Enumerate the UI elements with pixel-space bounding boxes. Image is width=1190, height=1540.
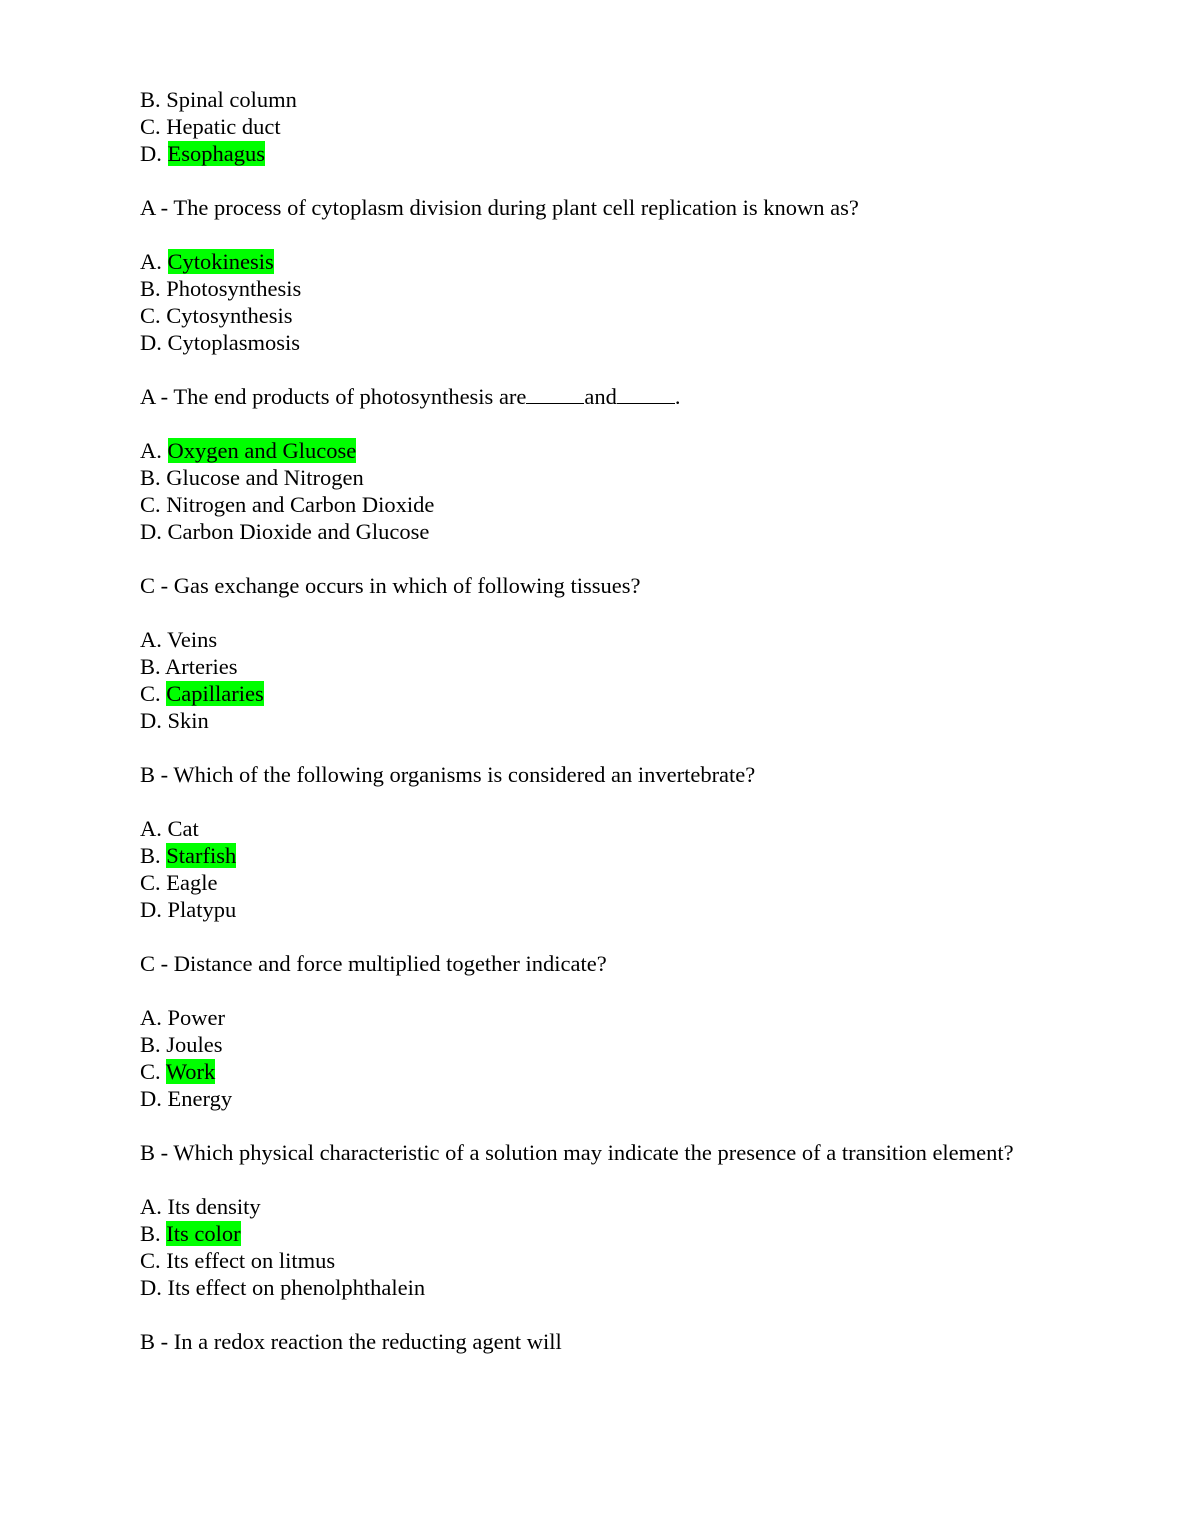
quiz-content <box>140 86 1120 1355</box>
option-text: Nitrogen and Carbon Dioxide <box>166 492 435 517</box>
question-line: A - The process of cytoplasm division during plant cell replication is known as? <box>140 195 859 220</box>
option-line <box>140 437 1120 464</box>
option-text: Its effect on litmus <box>166 1248 336 1273</box>
correct-option-highlight: Oxygen and Glucose <box>167 438 357 463</box>
option-letter: D. <box>140 1086 162 1111</box>
option-line <box>140 140 1120 167</box>
option-line <box>140 1247 1120 1274</box>
question-text: Distance and force multiplied together indicate? <box>173 951 607 976</box>
option-letter: D. <box>140 897 162 922</box>
question-line: C - Gas exchange occurs in which of following tissues? <box>140 573 641 598</box>
answer-key: A <box>140 384 156 409</box>
option-letter: A. <box>140 249 162 274</box>
option-letter: A. <box>140 438 162 463</box>
option-line <box>140 518 1120 545</box>
option-text: Its effect on phenolphthalein <box>167 1275 426 1300</box>
correct-option-highlight: Esophagus <box>167 141 265 166</box>
option-text: Joules <box>166 1032 223 1057</box>
option-line <box>140 248 1120 275</box>
option-letter: B. <box>140 654 161 679</box>
continued-options <box>140 86 1120 167</box>
question-block <box>140 950 1120 1112</box>
option-text: Veins <box>167 627 218 652</box>
option-letter: C. <box>140 114 161 139</box>
correct-option-highlight: Starfish <box>166 843 237 868</box>
answer-key: B <box>140 762 156 787</box>
option-line <box>140 302 1120 329</box>
question-line: C - Distance and force multiplied together indicate? <box>140 951 607 976</box>
option-line <box>140 1004 1120 1031</box>
option-line <box>140 491 1120 518</box>
option-line <box>140 1274 1120 1301</box>
option-line <box>140 1058 1120 1085</box>
question-block <box>140 194 1120 356</box>
option-line <box>140 86 1120 113</box>
option-text: Spinal column <box>166 87 297 112</box>
option-letter: B. <box>140 276 161 301</box>
option-text: Hepatic duct <box>166 114 281 139</box>
option-letter: A. <box>140 816 162 841</box>
question-line: B - In a redox reaction the reducting agent will <box>140 1329 562 1354</box>
correct-option-highlight: Capillaries <box>166 681 264 706</box>
option-text: Its density <box>167 1194 261 1219</box>
option-letter: D. <box>140 1275 162 1300</box>
option-text: Carbon Dioxide and Glucose <box>167 519 430 544</box>
option-letter: C. <box>140 870 161 895</box>
option-letter: A. <box>140 1194 162 1219</box>
option-text: Cytosynthesis <box>166 303 293 328</box>
option-letter: D. <box>140 519 162 544</box>
option-text: Glucose and Nitrogen <box>166 465 364 490</box>
question-text: Which physical characteristic of a solution may indicate the presence of a transition element? <box>173 1140 1014 1165</box>
option-letter: B. <box>140 1221 161 1246</box>
option-letter: A. <box>140 627 162 652</box>
option-letter: D. <box>140 141 162 166</box>
option-line <box>140 707 1120 734</box>
option-line <box>140 626 1120 653</box>
option-text: Skin <box>167 708 209 733</box>
option-letter: C. <box>140 1059 161 1084</box>
correct-option-highlight: Cytokinesis <box>167 249 274 274</box>
fill-blank <box>526 385 584 404</box>
question-block <box>140 1328 1120 1355</box>
question-text: . <box>674 384 681 409</box>
correct-option-highlight: Work <box>165 1059 216 1084</box>
option-line <box>140 842 1120 869</box>
question-block <box>140 1139 1120 1301</box>
answer-key: A <box>140 195 156 220</box>
option-letter: C. <box>140 681 161 706</box>
option-line <box>140 113 1120 140</box>
answer-key: C <box>140 573 156 598</box>
option-letter: C. <box>140 303 161 328</box>
option-letter: B. <box>140 465 161 490</box>
question-text: Gas exchange occurs in which of following tissues? <box>173 573 641 598</box>
option-letter: C. <box>140 492 161 517</box>
answer-key: B <box>140 1140 156 1165</box>
answer-key: B <box>140 1329 156 1354</box>
option-text: Platypu <box>167 897 237 922</box>
answer-key: C <box>140 951 156 976</box>
option-text: Photosynthesis <box>166 276 302 301</box>
question-line: B - Which physical characteristic of a solution may indicate the presence of a transition element? <box>140 1140 1014 1165</box>
option-text: Cat <box>167 816 199 841</box>
option-text: Cytoplasmosis <box>167 330 301 355</box>
option-line <box>140 815 1120 842</box>
fill-blank <box>617 385 675 404</box>
option-line <box>140 653 1120 680</box>
option-line <box>140 1085 1120 1112</box>
option-letter: B. <box>140 843 161 868</box>
option-line <box>140 329 1120 356</box>
correct-option-highlight: Its color <box>166 1221 241 1246</box>
option-text: Arteries <box>165 654 238 679</box>
question-text: The end products of photosynthesis are <box>173 384 527 409</box>
question-text: Which of the following organisms is considered an invertebrate? <box>173 762 756 787</box>
option-line <box>140 680 1120 707</box>
option-line <box>140 1220 1120 1247</box>
option-line <box>140 1031 1120 1058</box>
option-letter: D. <box>140 708 162 733</box>
option-text: Energy <box>167 1086 233 1111</box>
option-line <box>140 464 1120 491</box>
question-text: The process of cytoplasm division during plant cell replication is known as? <box>173 195 859 220</box>
option-line <box>140 275 1120 302</box>
option-text: Power <box>167 1005 225 1030</box>
question-line: A - The end products of photosynthesis are and . <box>140 384 681 409</box>
option-text: Eagle <box>166 870 218 895</box>
option-line <box>140 896 1120 923</box>
question-text: and <box>584 384 617 409</box>
question-line: B - Which of the following organisms is considered an invertebrate? <box>140 762 756 787</box>
question-text: In a redox reaction the reducting agent will <box>173 1329 562 1354</box>
question-block <box>140 572 1120 734</box>
option-letter: A. <box>140 1005 162 1030</box>
question-block <box>140 383 1120 545</box>
option-letter: B. <box>140 87 161 112</box>
option-letter: D. <box>140 330 162 355</box>
question-block <box>140 761 1120 923</box>
option-line <box>140 869 1120 896</box>
option-letter: B. <box>140 1032 161 1057</box>
option-line <box>140 1193 1120 1220</box>
option-letter: C. <box>140 1248 161 1273</box>
